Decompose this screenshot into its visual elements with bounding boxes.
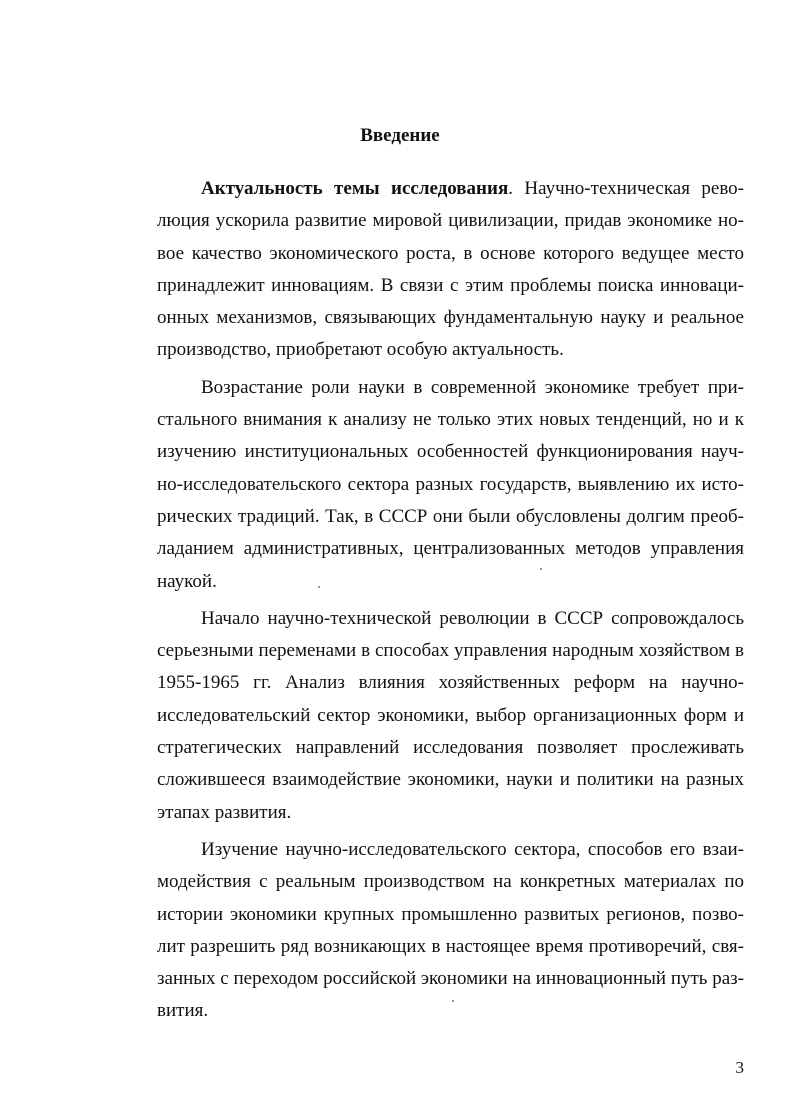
- scan-speck: [540, 568, 542, 570]
- text-line: модействия с реальным производством на конкретных материалах по: [157, 871, 744, 893]
- text-line: истории экономики крупных промышленно развитых регионов, позво-: [157, 903, 744, 925]
- text-line: [157, 173, 744, 205]
- text-line: ладанием административных, централизованных методов управления: [157, 538, 744, 560]
- text-line: стратегических направлений исследования позволяет прослеживать: [157, 737, 744, 759]
- text-line: вое качество экономического роста, в основе которого ведущее место: [157, 242, 744, 264]
- text-line: Начало научно-технической революции в СССР сопровождалось: [201, 607, 744, 629]
- text-line: люция ускорила развитие мировой цивилизации, придав экономике но-: [157, 210, 744, 232]
- text-line: но-исследовательского сектора разных государств, выявлению их исто-: [157, 473, 744, 495]
- text-line: Возрастание роли науки в современной экономике требует при-: [201, 376, 744, 398]
- scan-speck: [318, 586, 320, 588]
- text-fragment: . Научно-техническая рево-: [508, 178, 744, 199]
- page-heading: Введение: [360, 125, 440, 146]
- text-line: производство, приобретают особую актуальность.: [157, 339, 564, 361]
- text-line: лит разрешить ряд возникающих в настоящее время противоречий, свя-: [157, 935, 744, 957]
- text-line: 1955-1965 гг. Анализ влияния хозяйственных реформ на научно-: [157, 672, 744, 694]
- text-line: Изучение научно-исследовательского сектора, способов его взаи-: [201, 838, 744, 860]
- body-text: [157, 173, 744, 1028]
- paragraph-research-sector: [157, 834, 744, 1028]
- text-line: принадлежит инновациям. В связи с этим проблемы поиска инновaци-: [157, 274, 744, 296]
- text-line: наукой.: [157, 570, 217, 592]
- lead-phrase: Актуальность темы исследования: [201, 178, 509, 199]
- text-line: изучению институциональных особенностей функционирования науч-: [157, 441, 744, 463]
- scan-speck: [452, 1000, 454, 1002]
- paragraph-science-role: [157, 372, 744, 598]
- page-number: 3: [735, 1058, 744, 1077]
- text-line: рических традиций. Так, в СССР они были обусловлены долгим преоб-: [157, 505, 744, 527]
- text-line: вития.: [157, 1000, 209, 1022]
- text-line: этапах развития.: [157, 801, 292, 823]
- text-line: стального внимания к анализу не только этих новых тенденций, но и к: [157, 409, 744, 431]
- text-line: серьезными переменами в способах управления народным хозяйством в: [157, 640, 744, 662]
- paragraph-relevance: [157, 173, 744, 367]
- text-line: исследовательский сектор экономики, выбор организационных форм и: [157, 704, 744, 726]
- text-line: занных с переходом российской экономики на инновационный путь раз-: [157, 968, 744, 990]
- paragraph-revolution-start: [157, 603, 744, 829]
- text-line: сложившееся взаимодействие экономики, науки и политики на разных: [157, 769, 744, 791]
- text-line: онных механизмов, связывающих фундаментальную науку и реальное: [157, 307, 744, 329]
